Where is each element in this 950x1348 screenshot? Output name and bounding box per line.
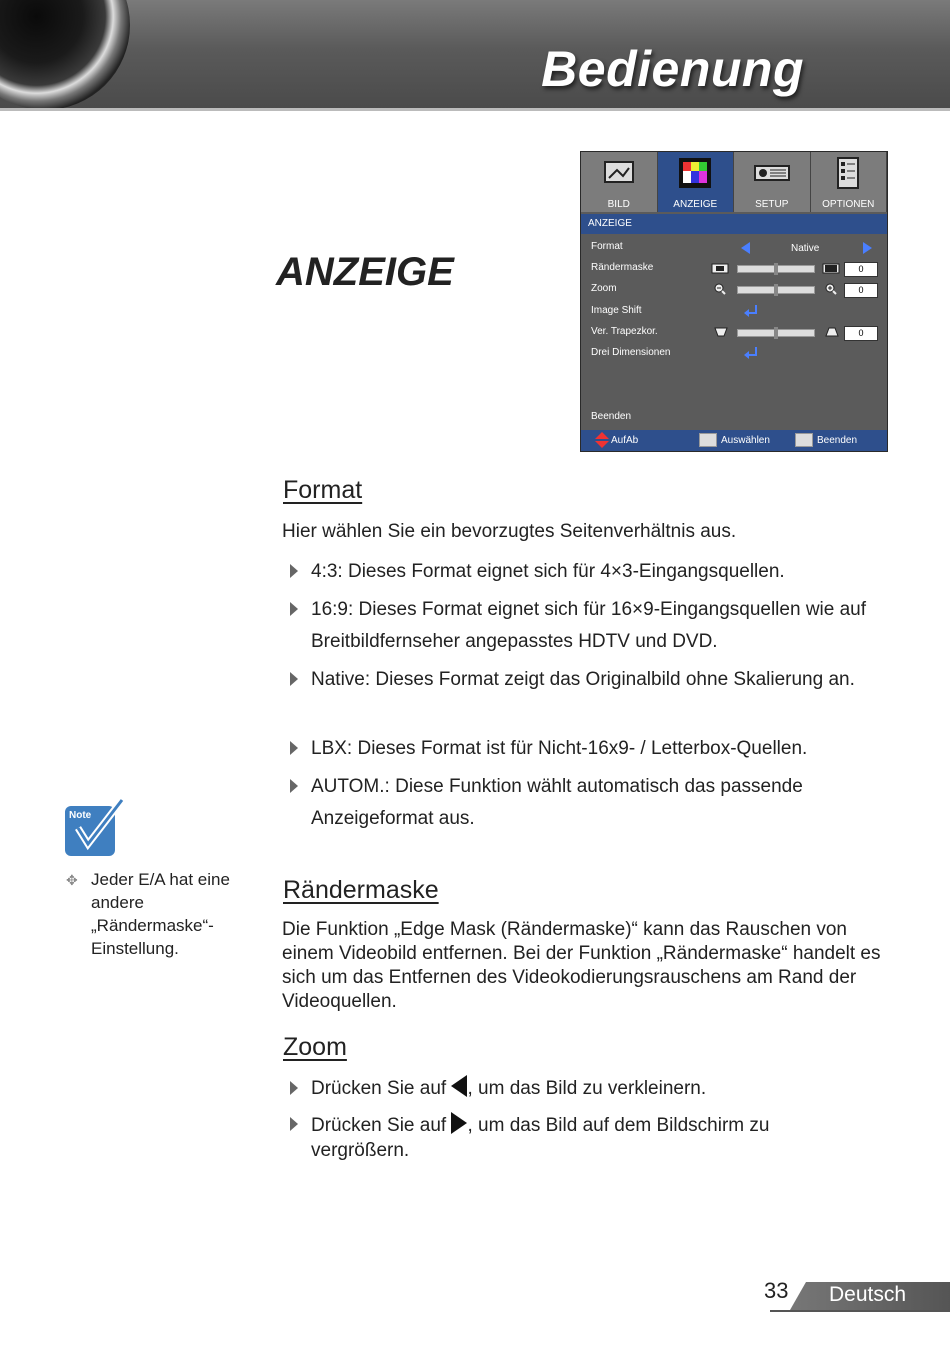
header-divider	[0, 108, 950, 111]
up-down-icon	[595, 432, 609, 448]
projector-icon	[752, 156, 792, 190]
edge-large-icon	[822, 263, 840, 274]
section-title-zoom: Zoom	[283, 1033, 347, 1061]
bullet-arrow-icon	[290, 1117, 298, 1131]
osd-row-image-shift[interactable]	[591, 302, 881, 320]
list-item	[290, 664, 870, 696]
tab-label: BILD	[607, 199, 630, 210]
edge-mask-value: 0	[844, 262, 878, 277]
list-item-text: Native: Dieses Format zeigt das Originalbild ohne Skalierung an.	[311, 669, 855, 690]
header-title: Bedienung	[541, 41, 804, 97]
osd-section-title: ANZEIGE	[581, 214, 887, 234]
osd-footer-updown	[595, 430, 638, 451]
osd-tabs	[581, 152, 887, 212]
osd-format-value: Native	[791, 243, 820, 254]
tab-bild[interactable]	[581, 152, 658, 212]
edge-mask-body: Die Funktion „Edge Mask (Rändermaske)“ kann das Rauschen von einem Videobild entfernen. Bei der Funktion „Rändermaske“ handelt es sich um das Entfernen des Videokodierungsrauschens am Rand der Videoquellen.	[282, 919, 881, 1012]
edge-mask-slider[interactable]	[737, 265, 815, 273]
page-title: ANZEIGE	[276, 250, 454, 294]
bullet-arrow-icon	[290, 672, 298, 686]
checklist-icon	[828, 156, 868, 190]
osd-footer-exit	[795, 430, 857, 451]
list-item-text: 4:3: Dieses Format eignet sich für 4×3-Eingangsquellen.	[311, 561, 785, 582]
list-item-text: Drücken Sie auf	[311, 1078, 452, 1099]
keystone-down-icon	[714, 327, 728, 337]
list-item	[290, 771, 870, 834]
osd-row-label: Format	[591, 241, 623, 252]
arrow-left-icon	[451, 1075, 467, 1097]
osd-row-label: Beenden	[591, 411, 632, 422]
list-item	[290, 594, 870, 657]
arrow-right-icon	[451, 1112, 467, 1134]
note-text: Jeder E/A hat eine andere „Rändermaske“-Einstellung.	[91, 870, 230, 958]
tab-label: OPTIONEN	[822, 199, 875, 210]
note-bullet-icon: ✥	[66, 872, 78, 888]
tab-label: SETUP	[755, 199, 789, 210]
zoom-in-icon	[825, 283, 837, 295]
menu-key-icon	[795, 433, 813, 447]
tab-optionen[interactable]	[811, 152, 888, 212]
zoom-value: 0	[844, 283, 878, 298]
footer-language: Deutsch	[829, 1283, 907, 1306]
tab-setup[interactable]	[734, 152, 811, 212]
osd-row-3d[interactable]	[591, 344, 881, 362]
list-item	[290, 733, 870, 765]
enter-icon[interactable]	[743, 346, 759, 360]
enter-icon[interactable]	[743, 304, 759, 318]
footer-divider	[770, 1310, 950, 1312]
bullet-arrow-icon	[290, 741, 298, 755]
osd-row-label: Rändermaske	[591, 262, 654, 273]
osd-row-label: Ver. Trapezkor.	[591, 326, 658, 337]
bullet-arrow-icon	[290, 602, 298, 616]
keystone-slider[interactable]	[737, 329, 815, 337]
keystone-value: 0	[844, 326, 878, 341]
bullet-arrow-icon	[290, 1081, 298, 1095]
osd-footer-select	[699, 430, 770, 451]
format-intro: Hier wählen Sie ein bevorzugtes Seitenverhältnis aus.	[282, 521, 737, 542]
bullet-arrow-icon	[290, 564, 298, 578]
page-header	[0, 0, 950, 110]
picture-icon	[599, 156, 639, 190]
osd-row-keystone[interactable]	[591, 323, 881, 341]
tab-anzeige[interactable]	[658, 152, 735, 212]
osd-row-zoom[interactable]	[591, 280, 881, 298]
list-item-text: , um das Bild auf dem Bildschirm zu vergrößern.	[311, 1115, 770, 1161]
keystone-up-icon	[825, 327, 839, 337]
zoom-slider[interactable]	[737, 286, 815, 294]
enter-key-icon	[699, 433, 717, 447]
list-item-text: 16:9: Dieses Format eignet sich für 16×9-Eingangsquellen wie auf Breitbildfernseher angepasstes HDTV und DVD.	[311, 599, 867, 652]
osd-row-label: Image Shift	[591, 305, 642, 316]
list-item	[290, 556, 870, 588]
arrow-right-icon[interactable]	[863, 242, 873, 254]
osd-row-exit[interactable]	[591, 408, 881, 426]
list-item-text: Drücken Sie auf	[311, 1115, 452, 1136]
lens-graphic	[0, 0, 130, 110]
osd-footer-label: Beenden	[817, 435, 858, 446]
list-item	[290, 1073, 870, 1105]
arrow-left-icon[interactable]	[741, 242, 751, 254]
osd-row-label: Zoom	[591, 283, 617, 294]
osd-row-format[interactable]	[591, 238, 881, 256]
list-item-text: AUTOM.: Diese Funktion wählt automatisch das passende Anzeigeformat aus.	[311, 776, 803, 829]
osd-footer-label: AufAb	[611, 435, 639, 446]
tab-label: ANZEIGE	[673, 199, 718, 210]
section-title-edge-mask: Rändermaske	[283, 876, 439, 904]
list-item-text: LBX: Dieses Format ist für Nicht-16x9- / Letterbox-Quellen.	[311, 738, 808, 759]
note-icon	[64, 798, 126, 858]
page-number: 33	[764, 1278, 789, 1303]
osd-footer-label: Auswählen	[721, 435, 770, 446]
note-badge: Note	[69, 810, 92, 821]
color-bars-icon	[675, 156, 715, 190]
osd-menu	[580, 151, 888, 452]
zoom-out-icon	[714, 283, 726, 295]
list-item-text: , um das Bild zu verkleinern.	[467, 1078, 707, 1099]
osd-row-edge-mask[interactable]	[591, 259, 881, 277]
section-title-format: Format	[283, 476, 363, 504]
osd-row-label: Drei Dimensionen	[591, 347, 671, 358]
list-item	[290, 1112, 870, 1163]
edge-small-icon	[711, 263, 729, 274]
osd-footer	[581, 430, 887, 451]
bullet-arrow-icon	[290, 779, 298, 793]
